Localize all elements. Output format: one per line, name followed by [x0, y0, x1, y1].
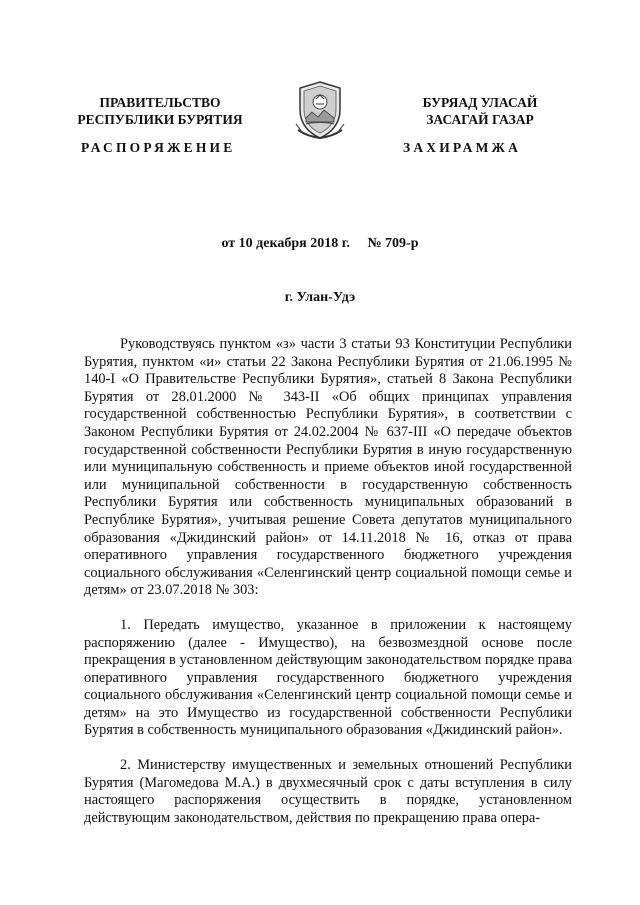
document-type-bua: ЗАХИРАМЖА: [403, 140, 522, 155]
issuer-bua-line2: ЗАСАГАЙ ГАЗАР: [426, 112, 534, 127]
issuer-ru-line2: РЕСПУБЛИКИ БУРЯТИЯ: [77, 112, 243, 127]
clause-1-paragraph: 1. Передать имущество, указанное в приложении к настоящему распоряжению (далее - Имущество), на безвозмездной основе после прекращения в установленном действующим законодательством порядке права оперативного управления государственного бюджетного учреждения социального обслуживания «Селенгинский центр социальной помощи семье и детям» на это Имущество из государственной собственности Республики Бурятия в собственность муниципального образования «Джидинский район».: [84, 616, 572, 739]
document-city: г. Улан-Удэ: [284, 290, 356, 305]
coat-of-arms-icon: [294, 80, 346, 140]
date-number-line: [0, 236, 640, 252]
issuer-bua: [380, 94, 580, 128]
clause-2-paragraph: 2. Министерству имущественных и земельных отношений Республики Бурятия (Магомедова М.А.) в двухмесячный срок с даты вступления в силу настоящего распоряжения осуществить в порядке, установленном действующим законодательством, действия по прекращению права опера-: [84, 757, 572, 826]
preamble-paragraph: Руководствуясь пунктом «з» части 3 статьи 93 Конституции Республики Бурятия, пунктом «и» статьи 22 Закона Республики Бурятия от 21.06.1995 № 140-I «О Правительстве Республики Бурятия», статьей 8 Закона Республики Бурятия от 28.01.2000 № 343-II «Об общих принципах управления государственной собственностью Республики Бурятия», в соответствии с Законом Республики Бурятия от 24.02.2004 № 637-III «О передаче объектов государственной собственности Республики Бурятия в иную государственную или муниципальную собственность и приеме объектов иной государственной или муниципальной собственности в государственную собственность Республики Бурятия или собственность муниципальных образований в Республике Бурятия», учитывая решение Совета депутатов муниципального образования «Джидинский район» от 14.11.2018 № 16, отказ от права оперативного управления государственного бюджетного учреждения социального обслуживания «Селенгинский центр социальной помощи семье и детям» от 23.07.2018 № 303:: [84, 336, 572, 599]
issuer-bua-line1: БУРЯАД УЛАСАЙ: [422, 95, 538, 110]
issuer-ru: [60, 94, 260, 128]
document-body: [84, 336, 572, 827]
document-type-ru: РАСПОРЯЖЕНИЕ: [81, 140, 236, 155]
issuer-ru-line1: ПРАВИТЕЛЬСТВО: [99, 95, 221, 110]
document-date: от 10 декабря 2018 г.: [221, 236, 350, 251]
document-number: № 709-р: [367, 236, 419, 251]
